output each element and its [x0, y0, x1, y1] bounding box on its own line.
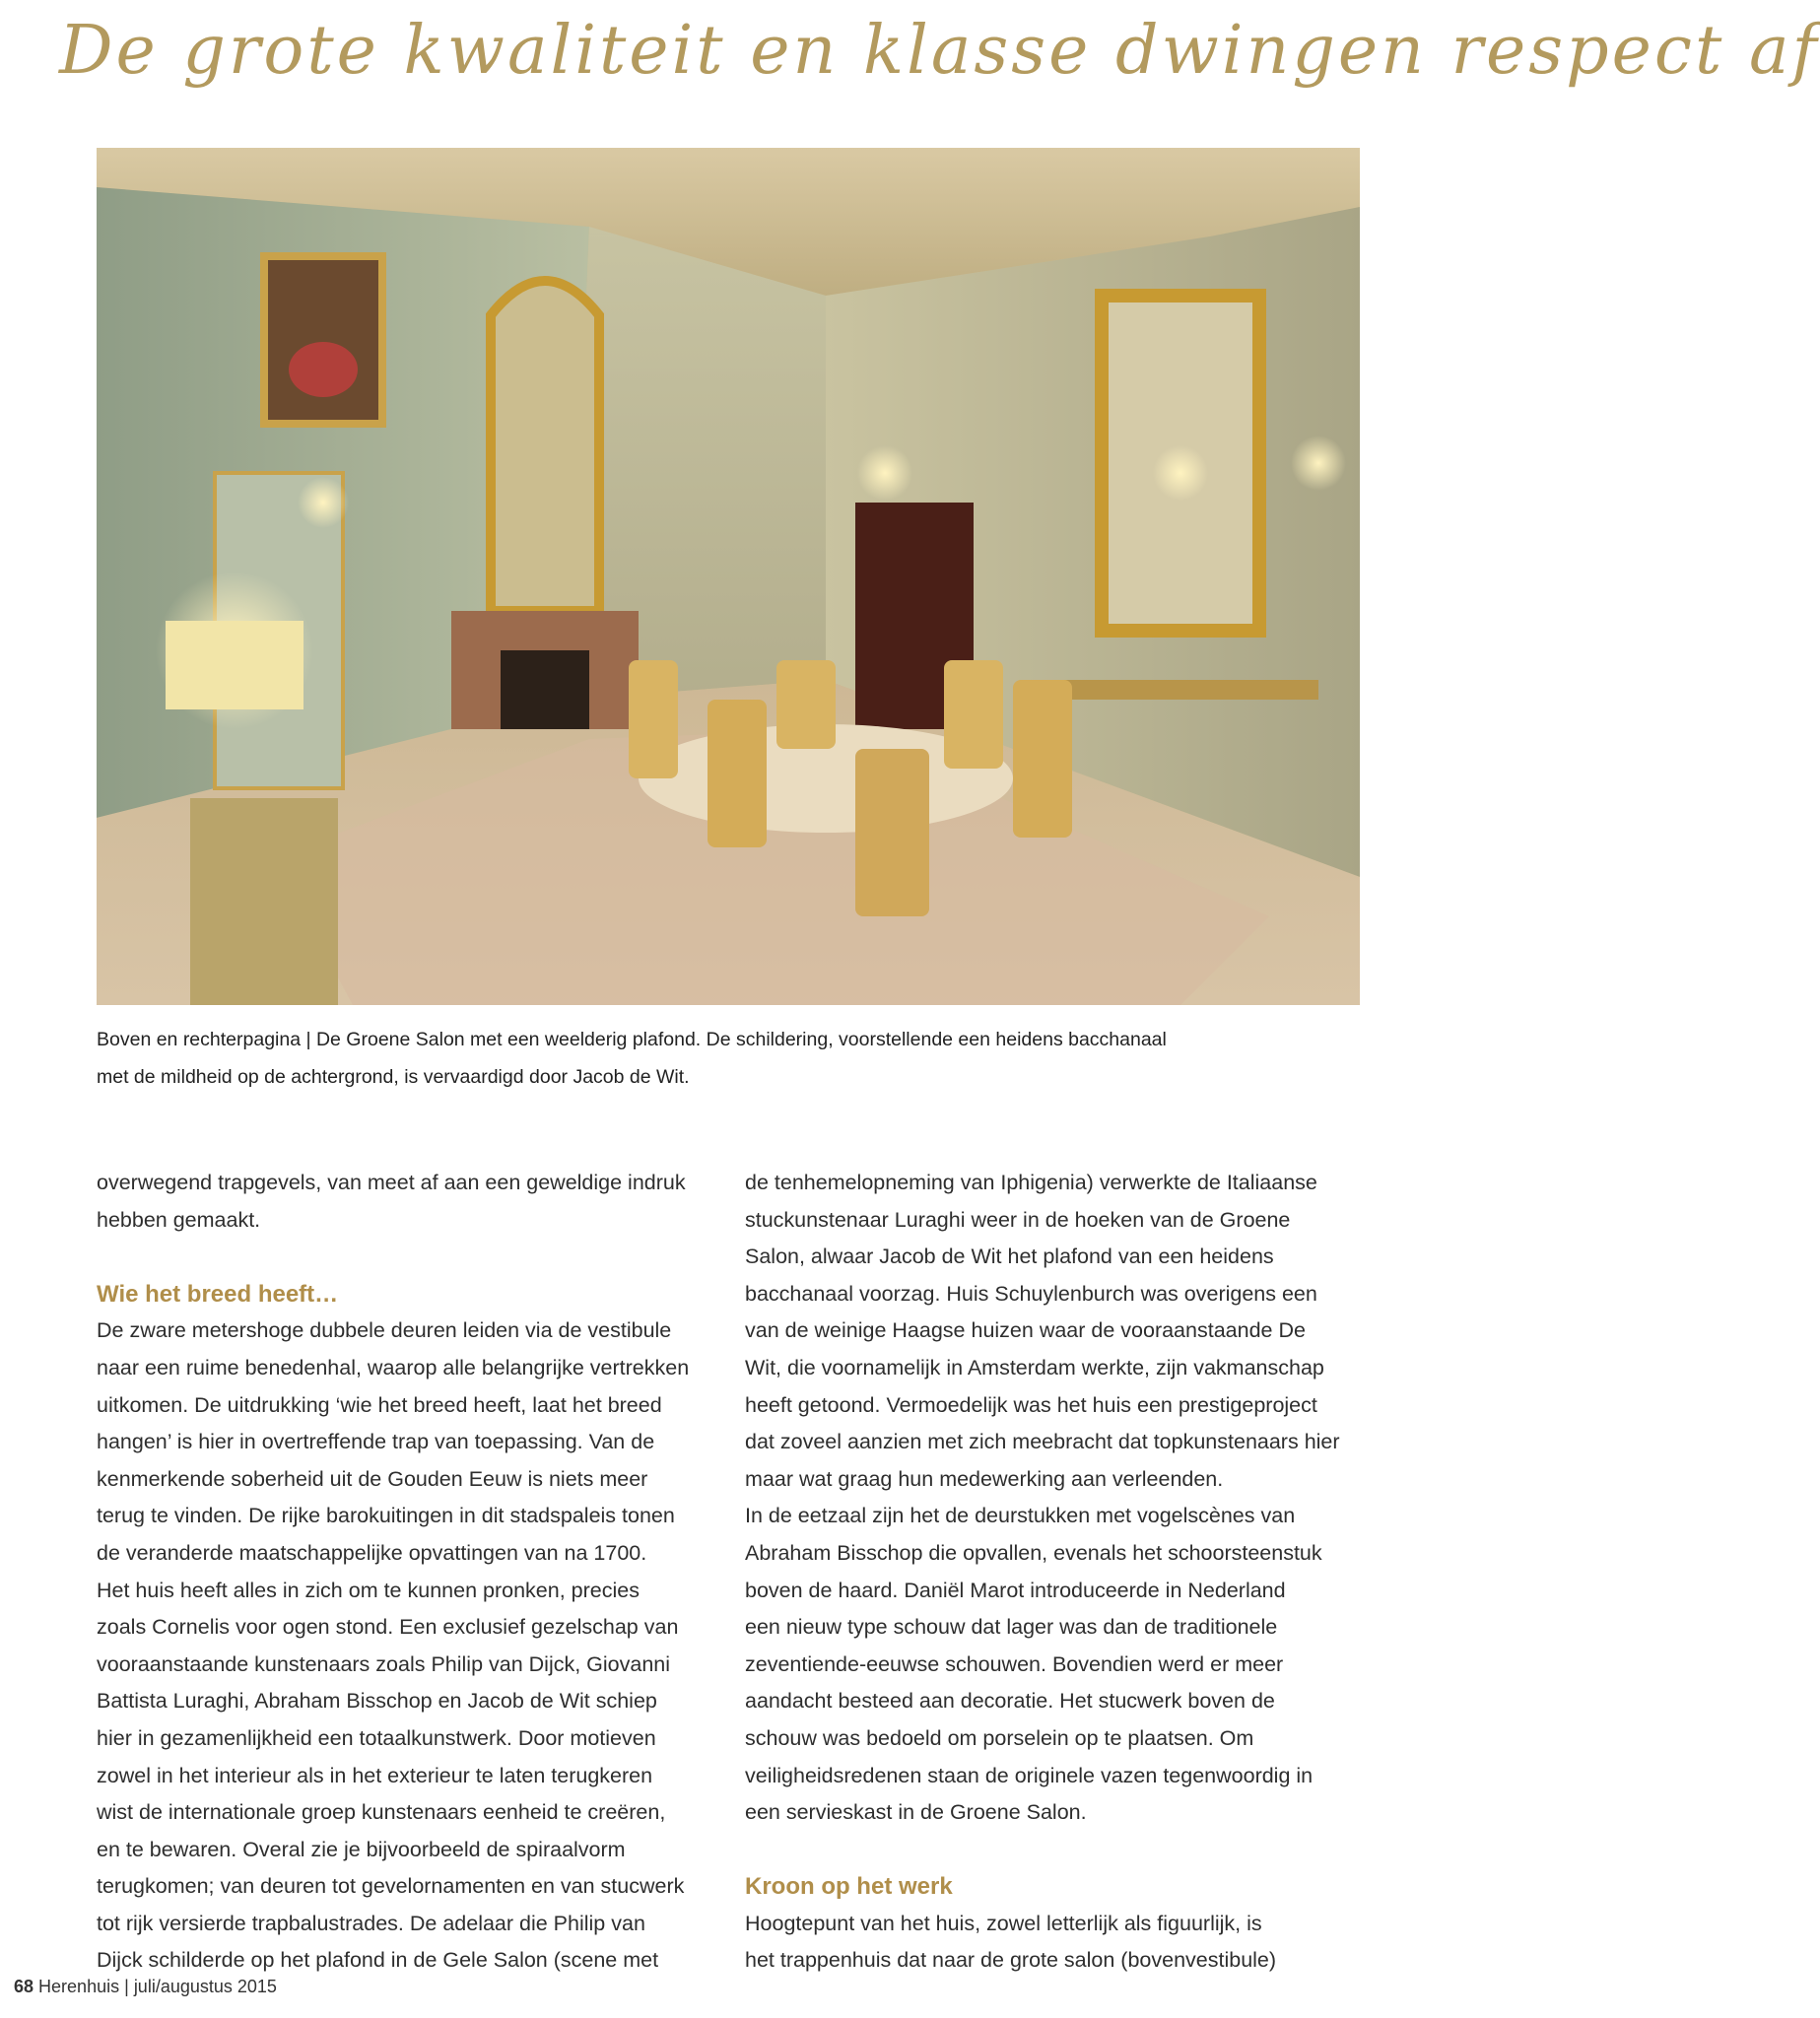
salon-photo — [97, 148, 1360, 1005]
body-line: hebben gemaakt. — [97, 1207, 261, 1232]
spacer — [97, 1239, 715, 1276]
salon-illustration — [97, 148, 1360, 1005]
body-line: uitkomen. De uitdrukking ‘wie het breed heeft, laat het breed — [97, 1392, 662, 1417]
chair — [708, 700, 767, 847]
sconce — [857, 445, 912, 501]
painting — [264, 256, 382, 424]
body-line: maar wat graag hun medewerking aan verleenden. — [745, 1466, 1224, 1491]
chair — [776, 660, 836, 749]
page-number: 68 — [14, 1977, 34, 1996]
console-table — [1043, 680, 1318, 700]
fireplace-opening — [501, 650, 589, 729]
right-column — [745, 1165, 1364, 1980]
body-line: veiligheidsredenen staan de originele vazen tegenwoordig in — [745, 1763, 1314, 1787]
left-column — [97, 1165, 715, 1980]
body-line: schouw was bedoeld om porselein op te plaatsen. Om — [745, 1725, 1254, 1750]
photo-caption — [97, 1021, 1299, 1096]
body-line: zowel in het interieur als in het exterieur te laten terugkeren — [97, 1763, 653, 1787]
sconce — [298, 477, 349, 528]
body-line: Battista Luraghi, Abraham Bisschop en Jacob de Wit schiep — [97, 1689, 657, 1714]
body-line: hangen’ is hier in overtreffende trap van toepassing. Van de — [97, 1430, 655, 1454]
body-line: aandacht besteed aan decoratie. Het stucwerk boven de — [745, 1689, 1275, 1714]
chair — [629, 660, 678, 778]
sconce — [1153, 445, 1208, 501]
body-line: vooraanstaande kunstenaars zoals Philip van Dijck, Giovanni — [97, 1651, 671, 1676]
body-line: zeventiende-eeuwse schouwen. Bovendien werd er meer — [745, 1651, 1284, 1676]
body-line: De zware metershoge dubbele deuren leiden via de vestibule — [97, 1318, 672, 1343]
body-line: heeft getoond. Vermoedelijk was het huis een prestigeproject — [745, 1392, 1317, 1417]
lamp-shade — [166, 621, 303, 709]
body-line: stuckunstenaar Luraghi weer in de hoeken van de Groene — [745, 1207, 1291, 1232]
body-line: bacchanaal voorzag. Huis Schuylenburch was overigens een — [745, 1281, 1317, 1306]
page-title: De grote kwaliteit en klasse dwingen respect af — [59, 12, 1820, 90]
page-footer — [14, 1977, 277, 1997]
body-line: het trappenhuis dat naar de grote salon (bovenvestibule) — [745, 1948, 1277, 1973]
body-line: naar een ruime benedenhal, waarop alle belangrijke vertrekken — [97, 1355, 690, 1379]
body-line: dat zoveel aanzien met zich meebracht dat topkunstenaars hier — [745, 1430, 1340, 1454]
body-line: Dijck schilderde op het plafond in de Gele Salon (scene met — [97, 1948, 659, 1973]
issue-date: juli/augustus 2015 — [133, 1977, 277, 1996]
body-line: overwegend trapgevels, van meet af aan een geweldige indruk — [97, 1171, 686, 1194]
fireplace-mirror — [491, 281, 599, 611]
body-line: zoals Cornelis voor ogen stond. Een exclusief gezelschap van — [97, 1615, 679, 1640]
chair — [1013, 680, 1072, 838]
section-heading: Wie het breed heeft… — [97, 1280, 339, 1308]
body-line: terugkomen; van deuren tot gevelornamenten en van stucwerk — [97, 1874, 685, 1899]
body-line: de veranderde maatschappelijke opvattingen van na 1700. — [97, 1540, 647, 1565]
body-line: tot rijk versierde trapbalustrades. De adelaar die Philip van — [97, 1911, 645, 1935]
body-line: In de eetzaal zijn het de deurstukken met vogelscènes van — [745, 1504, 1296, 1528]
body-line: en te bewaren. Overal zie je bijvoorbeeld de spiraalvorm — [97, 1837, 626, 1861]
footer-separator: | — [124, 1977, 129, 1996]
caption-line: met de mildheid op de achtergrond, is vervaardigd door Jacob de Wit. — [97, 1066, 690, 1088]
body-line: de tenhemelopneming van Iphigenia) verwerkte de Italiaanse — [745, 1171, 1317, 1194]
body-line: Het huis heeft alles in zich om te kunnen pronken, precies — [97, 1578, 640, 1602]
chair — [855, 749, 929, 916]
painting-figure — [289, 342, 358, 397]
body-line: Salon, alwaar Jacob de Wit het plafond van een heidens — [745, 1244, 1274, 1269]
caption-line: Boven en rechterpagina | De Groene Salon met een weelderig plafond. De schildering, voorstellende een heidens bacchanaal — [97, 1029, 1167, 1050]
body-line: van de weinige Haagse huizen waar de vooraanstaande De — [745, 1318, 1306, 1343]
sconce — [1291, 436, 1346, 491]
spacer — [745, 1832, 1364, 1869]
magazine-name: Herenhuis — [38, 1977, 120, 1996]
body-line: kenmerkende soberheid uit de Gouden Eeuw is niets meer — [97, 1466, 648, 1491]
body-line: Abraham Bisschop die opvallen, evenals het schoorsteenstuk — [745, 1540, 1322, 1565]
body-line: Hoogtepunt van het huis, zowel letterlijk als figuurlijk, is — [745, 1911, 1262, 1935]
section-heading: Kroon op het werk — [745, 1873, 953, 1901]
body-line: hier in gezamenlijkheid een totaalkunstwerk. Door motieven — [97, 1725, 656, 1750]
chair — [944, 660, 1003, 769]
body-line: een nieuw type schouw dat lager was dan de traditionele — [745, 1615, 1278, 1640]
body-line: boven de haard. Daniël Marot introduceerde in Nederland — [745, 1578, 1286, 1602]
side-table — [190, 798, 338, 1005]
body-line: terug te vinden. De rijke barokuitingen in dit stadspaleis tonen — [97, 1504, 675, 1528]
body-line: wist de internationale groep kunstenaars eenheid te creëren, — [97, 1800, 666, 1825]
body-line: Wit, die voornamelijk in Amsterdam werkte, zijn vakmanschap — [745, 1355, 1324, 1379]
body-line: een servieskast in de Groene Salon. — [745, 1800, 1087, 1825]
